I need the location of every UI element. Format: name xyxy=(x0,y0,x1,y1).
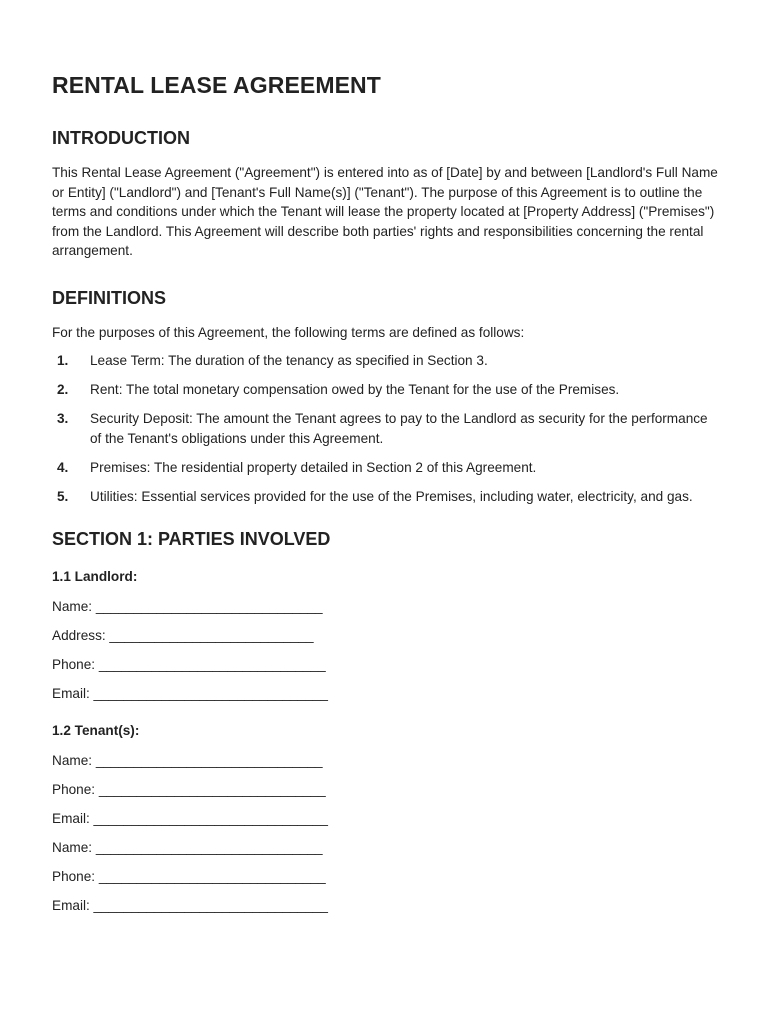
list-item-number: 1. xyxy=(57,353,69,368)
list-item-text: Rent: The total monetary compensation owed by the Tenant for the use of the Premises. xyxy=(90,382,620,397)
tenant-name-field: Name: ______________________________ xyxy=(52,839,323,855)
list-item-number: 2. xyxy=(57,382,69,397)
introduction-section xyxy=(52,126,722,261)
definitions-lead: For the purposes of this Agreement, the following terms are defined as follows: xyxy=(52,324,525,340)
tenant-phone-field: Phone: ______________________________ xyxy=(52,781,326,797)
document-page xyxy=(52,70,722,925)
list-item-number: 3. xyxy=(57,411,69,426)
list-item-text: Lease Term: The duration of the tenancy as specified in Section 3. xyxy=(90,353,488,368)
list-item xyxy=(52,487,722,507)
tenant-email-field: Email: _______________________________ xyxy=(52,810,328,826)
tenants-heading: 1.2 Tenant(s): xyxy=(52,723,140,738)
parties-heading: SECTION 1: PARTIES INVOLVED xyxy=(52,529,331,549)
tenant-name-field: Name: ______________________________ xyxy=(52,752,323,768)
tenant-email-field: Email: _______________________________ xyxy=(52,897,328,913)
definitions-section xyxy=(52,286,722,507)
parties-section xyxy=(52,527,722,915)
landlord-address-field: Address: ___________________________ xyxy=(52,627,314,643)
list-item-number: 4. xyxy=(57,459,69,475)
list-item xyxy=(52,380,722,400)
landlord-block xyxy=(52,567,722,703)
landlord-email-field: Email: _______________________________ xyxy=(52,685,328,701)
tenants-block xyxy=(52,721,722,915)
list-item xyxy=(52,351,722,371)
list-item-text: Utilities: Essential services provided for the use of the Premises, including water, electricity, and gas. xyxy=(90,488,693,504)
list-item-text: Security Deposit: The amount the Tenant agrees to pay to the Landlord as security for the performance of the Tenant's obligations under this Agreement. xyxy=(90,411,708,446)
list-item-text: Premises: The residential property detailed in Section 2 of this Agreement. xyxy=(90,459,537,475)
document-title: RENTAL LEASE AGREEMENT xyxy=(52,72,381,98)
list-item-number: 5. xyxy=(57,488,69,504)
list-item xyxy=(52,409,722,448)
tenant-phone-field: Phone: ______________________________ xyxy=(52,868,326,884)
landlord-phone-field: Phone: ______________________________ xyxy=(52,656,326,672)
definitions-heading: DEFINITIONS xyxy=(52,287,167,308)
landlord-name-field: Name: ______________________________ xyxy=(52,598,323,614)
definitions-list xyxy=(52,351,722,506)
introduction-heading: INTRODUCTION xyxy=(52,128,190,148)
introduction-paragraph: This Rental Lease Agreement ("Agreement") is entered into as of [Date] by and between [Landlord's Full Name or Entity] ("Landlord") and [Tenant's Full Name(s)] ("Tenant"). The purpose of this Agreement is to outline the terms and conditions under which the Tenant will lease the property located at [Property Address] ("Premises") from the Landlord. This Agreement will describe both parties' rights and responsibilities concerning the rental arrangement. xyxy=(52,165,718,258)
list-item xyxy=(52,458,722,478)
landlord-heading: 1.1 Landlord: xyxy=(52,569,138,584)
